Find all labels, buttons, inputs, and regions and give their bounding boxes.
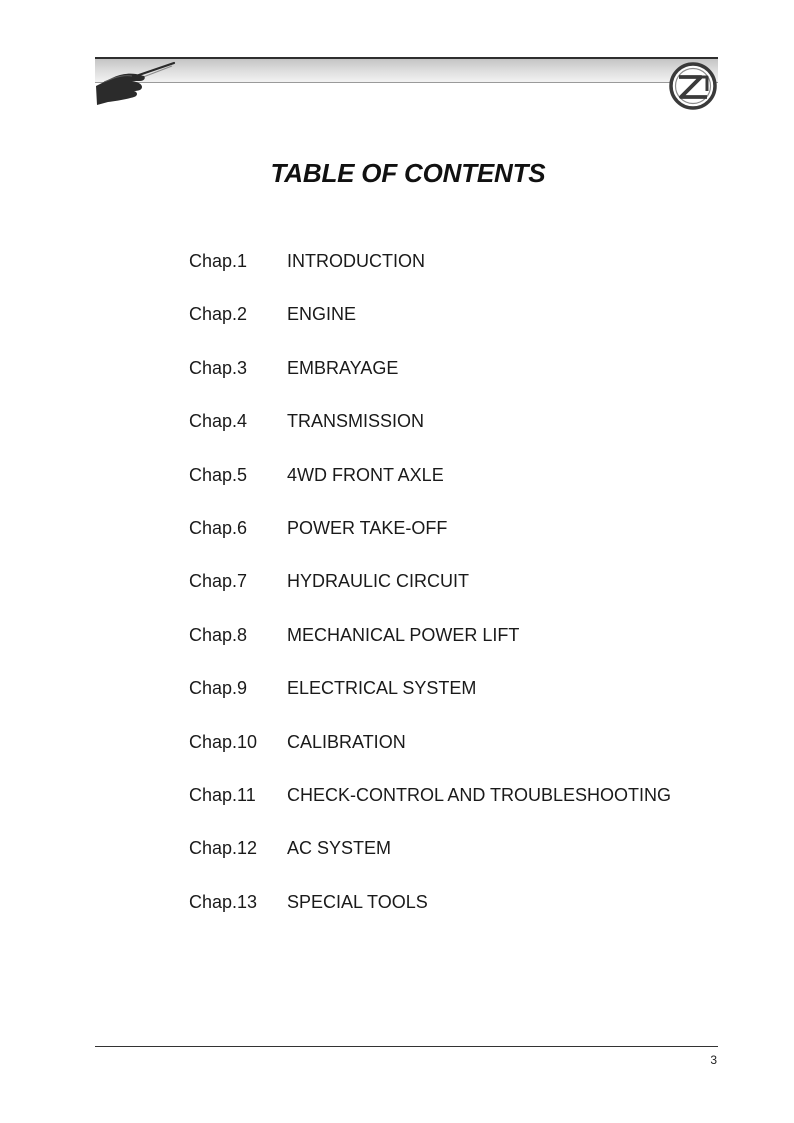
toc-entry-chap-13[interactable]: [189, 890, 729, 943]
chapter-number: Chap.12: [189, 838, 258, 859]
chapter-number: Chap.9: [189, 678, 248, 699]
toc-entry-chap-2[interactable]: [189, 302, 729, 355]
toc-entry-chap-12[interactable]: [189, 836, 729, 889]
chapter-title: HYDRAULIC CIRCUIT: [287, 571, 470, 592]
page-title: TABLE OF CONTENTS: [270, 158, 546, 188]
toc-entry-chap-6[interactable]: [189, 516, 729, 569]
header-bar: [95, 57, 718, 83]
toc-entry-chap-4[interactable]: [189, 409, 729, 462]
chapter-number: Chap.3: [189, 357, 248, 378]
chapter-number: Chap.10: [189, 731, 258, 752]
footer-rule: [95, 1046, 718, 1047]
chapter-number: Chap.13: [189, 891, 258, 912]
page-number: 3: [710, 1053, 717, 1067]
chapter-title: AC SYSTEM: [287, 838, 392, 859]
chapter-number: Chap.5: [189, 464, 248, 485]
chapter-title: TRANSMISSION: [287, 411, 425, 432]
chapter-number: Chap.4: [189, 411, 248, 432]
chapter-number: Chap.1: [189, 251, 248, 271]
chapter-title: INTRODUCTION: [287, 251, 425, 271]
chapter-number: Chap.6: [189, 517, 248, 538]
chapter-title: SPECIAL TOOLS: [287, 891, 428, 912]
chapter-title: CALIBRATION: [287, 731, 406, 752]
table-of-contents: [189, 249, 729, 943]
chapter-title: EMBRAYAGE: [287, 357, 399, 378]
toc-entry-chap-7[interactable]: [189, 569, 729, 622]
pointing-hand-icon: [92, 60, 182, 108]
toc-entry-chap-3[interactable]: [189, 356, 729, 409]
toc-entry-chap-11[interactable]: [189, 783, 729, 836]
toc-entry-chap-5[interactable]: [189, 463, 729, 516]
toc-entry-chap-1[interactable]: [189, 249, 729, 302]
chapter-number: Chap.2: [189, 304, 248, 325]
toc-entry-chap-9[interactable]: [189, 676, 729, 729]
chapter-title: ENGINE: [287, 304, 357, 325]
chapter-title: POWER TAKE-OFF: [287, 517, 448, 538]
toc-entry-chap-10[interactable]: [189, 730, 729, 783]
chapter-number: Chap.11: [189, 784, 256, 805]
chapter-title: CHECK-CONTROL AND TROUBLESHOOTING: [287, 784, 672, 805]
chapter-number: Chap.7: [189, 571, 248, 592]
brand-logo-icon: [667, 61, 719, 111]
chapter-title: ELECTRICAL SYSTEM: [287, 678, 477, 699]
chapter-title: 4WD FRONT AXLE: [287, 464, 444, 485]
toc-entry-chap-8[interactable]: [189, 623, 729, 676]
chapter-number: Chap.8: [189, 624, 248, 645]
chapter-title: MECHANICAL POWER LIFT: [287, 624, 520, 645]
